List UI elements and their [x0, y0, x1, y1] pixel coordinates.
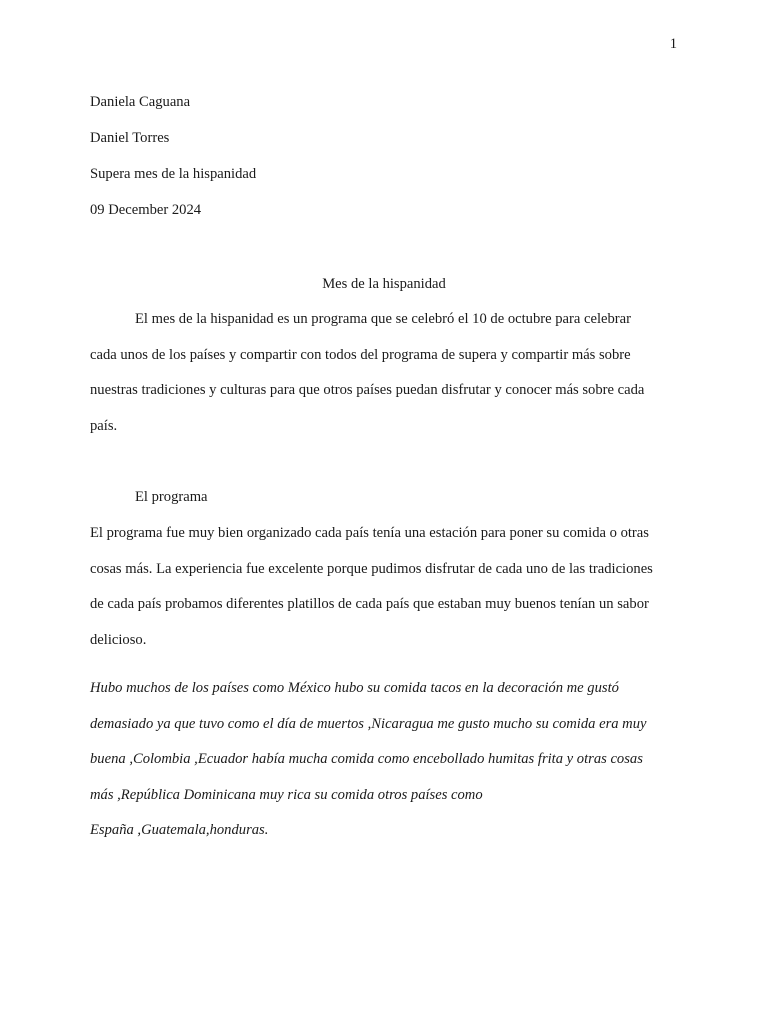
paragraph-line: Hubo muchos de los países como México hubo su comida tacos en la decoración me gustó — [90, 680, 619, 696]
instructor-name: Daniel Torres — [90, 130, 170, 146]
page-number: 1 — [669, 36, 677, 52]
paragraph-line: nuestras tradiciones y culturas para que otros países puedan disfrutar y conocer más sobre cada — [90, 382, 645, 399]
section-heading-text: El programa — [135, 489, 208, 505]
paragraph-intro — [90, 302, 675, 444]
paragraph-line: El programa fue muy bien organizado cada país tenía una estación para poner su comida o otras — [90, 525, 649, 541]
paragraph-line: El mes de la hispanidad es un programa que se celebró el 10 de octubre para celebrar — [135, 311, 631, 327]
paragraph-line: demasiado ya que tuvo como el día de muertos ,Nicaragua me gusto mucho su comida era muy — [90, 715, 647, 732]
paragraph-line: cosas más. La experiencia fue excelente porque pudimos disfrutar de cada uno de las tradiciones — [90, 560, 653, 577]
paragraph-line: más ,República Dominicana muy rica su comida otros países como — [90, 786, 483, 803]
paragraph-countries — [90, 671, 675, 849]
paragraph-line: cada unos de los países y compartir con todos del programa de supera y compartir más sobre — [90, 346, 631, 363]
paragraph-line: de cada país probamos diferentes platillos de cada país que estaban muy buenos tenían un sabor — [90, 596, 649, 613]
student-name: Daniela Caguana — [90, 94, 191, 110]
course-name: Supera mes de la hispanidad — [90, 166, 257, 182]
paragraph-line: delicioso. — [90, 631, 147, 648]
paragraph-line: España ,Guatemala,honduras. — [90, 822, 269, 839]
document-title: Mes de la hispanidad — [322, 276, 446, 292]
paragraph-line: buena ,Colombia ,Ecuador había mucha comida como encebollado humitas frita y otras cosas — [90, 751, 643, 768]
mla-heading — [90, 93, 680, 237]
paragraph-line: país. — [90, 417, 118, 434]
document-date: 09 December 2024 — [90, 202, 202, 218]
section-heading — [90, 480, 675, 516]
paragraph-program — [90, 516, 675, 658]
